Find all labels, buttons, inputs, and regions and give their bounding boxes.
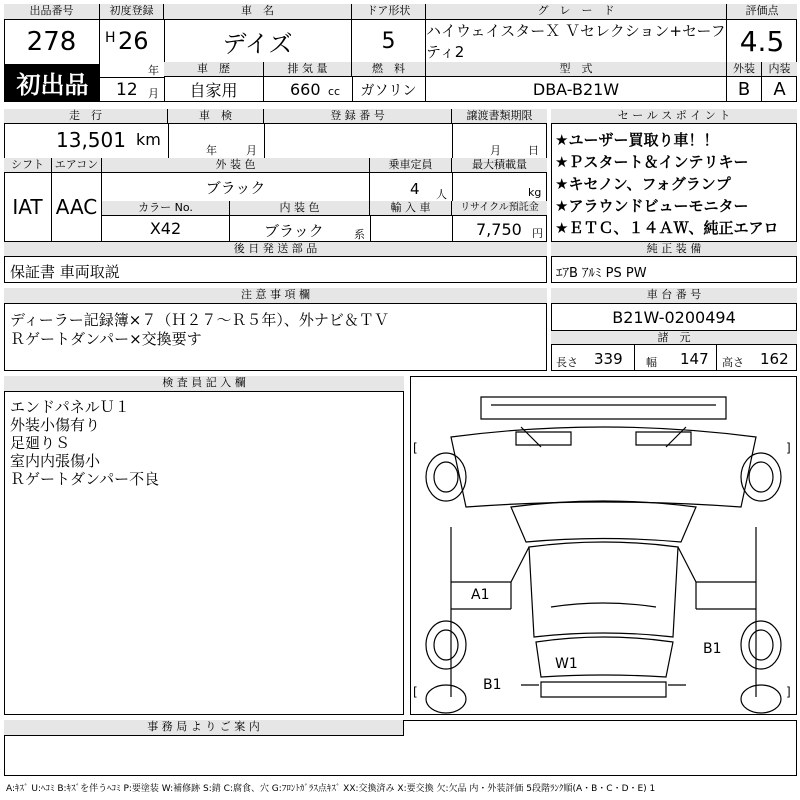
len-right	[634, 345, 635, 371]
later-value: 保証書 車両取説	[10, 263, 120, 281]
transfer-label: 譲渡書類期限	[452, 109, 547, 124]
wid-label: 幅	[646, 356, 657, 369]
car-outline	[411, 377, 796, 714]
km-right	[168, 124, 169, 158]
colorno-value: X42	[102, 216, 230, 241]
inspect-label: 車 検	[168, 109, 264, 124]
score-value: 4.5	[739, 24, 785, 58]
intcolor-value: ブラック	[264, 222, 324, 240]
inspector-line-4: 室内内張傷小	[10, 452, 101, 470]
equip-label: 純 正 装 備	[551, 241, 797, 257]
sales-label: セ ー ル ス ポ イ ン ト	[551, 109, 797, 124]
transfer-day-unit: 日	[528, 144, 539, 157]
color-label: 外 装 色	[102, 158, 370, 173]
hgt-value: 162	[760, 350, 789, 368]
inspector-line-1: エンドパネルＵ１	[10, 398, 130, 416]
intcolor-right	[370, 216, 371, 241]
int-value: A	[773, 79, 786, 100]
lot-number: 278	[4, 20, 100, 64]
inspector-line-5: Ｒゲートダンパー不良	[10, 470, 160, 488]
first-listing-badge: 初出品	[5, 64, 100, 101]
transfer-month-unit: 月	[490, 144, 501, 157]
sales-point-1: ★ユーザー買取り車！！	[555, 131, 719, 149]
color-value: ブラック	[102, 173, 370, 201]
fuel-label: 燃 料	[352, 62, 426, 77]
hgt-label: 高さ	[722, 356, 744, 369]
import-right	[452, 216, 453, 241]
history-label: 車 歴	[164, 62, 264, 77]
ac-label: エアコン	[52, 158, 102, 173]
ext-label: 外装	[727, 62, 762, 77]
len-value: 339	[594, 350, 623, 368]
door-label: ドア形状	[352, 4, 426, 20]
seats-label: 乗車定員	[370, 158, 452, 173]
plate-right	[452, 124, 453, 158]
score-label: 評価点	[727, 4, 797, 20]
inspect-right	[264, 124, 265, 158]
seats-right	[452, 173, 453, 201]
cc-label: 排 気 量	[264, 62, 352, 77]
reg-month-unit: 月	[148, 87, 159, 100]
sales-point-2: ★Ｐスタート＆インテリキー	[555, 153, 749, 171]
ext-value: B	[727, 77, 762, 102]
bracket-right-1: ]	[786, 441, 791, 455]
cc-value: 660	[290, 80, 321, 99]
door-value: 5	[352, 20, 426, 62]
notes-label: 注 意 事 項 欄	[4, 288, 547, 304]
mark-a1: A1	[471, 587, 490, 603]
recycle-label: リサイクル預託金	[452, 201, 547, 216]
lot-label: 出品番号	[4, 4, 100, 20]
import-label: 輸 入 車	[370, 201, 452, 216]
grade-label: グ レ ー ド	[426, 4, 727, 20]
reg-year-unit: 年	[148, 64, 159, 77]
inspect-year-unit: 年	[206, 144, 217, 157]
mark-b1-left: B1	[483, 677, 502, 693]
inspector-line-2: 外装小傷有り	[10, 416, 101, 434]
intcolor-unit: 系	[354, 228, 365, 241]
reg-year: 26	[118, 27, 149, 55]
recycle-value: 7,750	[476, 220, 522, 239]
shift-label: シフト	[4, 158, 52, 173]
sales-point-3: ★キセノン、フォグランプ	[555, 175, 731, 193]
cc-unit: cc	[328, 85, 341, 98]
legend: A:ｷｽﾞ U:ﾍｺﾐ B:ｷｽﾞを伴うﾍｺﾐ P:要塗装 W:補修跡 S:錆 C:腐食、穴 G:ﾌﾛﾝﾄｶﾞﾗｽ点ｷｽﾞ XX:交換済み X:要交換 欠:欠品 内・外装評価 5段階ﾗﾝｸ順(A・B・C・D・E) 1	[6, 784, 656, 794]
sales-point-5: ★ＥＴＣ、１４ＡＷ、純正エアロ	[555, 219, 779, 237]
model-value: DBA-B21W	[426, 77, 727, 102]
notes-line-2: Ｒゲートダンパー×交換要す	[10, 330, 202, 348]
reg-month-area	[100, 77, 164, 78]
name-label: 車 名	[164, 4, 352, 20]
office-label: 事 務 局 よ り ご 案 内	[4, 720, 404, 736]
wid-right	[716, 345, 717, 371]
bracket-left-1: [	[413, 441, 418, 455]
history-value: 自家用	[164, 77, 264, 102]
model-label: 型 式	[426, 62, 727, 77]
seats-unit: 人	[436, 188, 447, 201]
dims-label: 諸 元	[551, 330, 797, 345]
reg-month: 12	[116, 80, 138, 100]
chassis-label: 車 台 番 号	[551, 288, 797, 304]
intcolor-label: 内 装 色	[230, 201, 370, 216]
bracket-right-2: ]	[786, 685, 791, 699]
chassis-number: B21W-0200494	[612, 307, 736, 327]
int-label: 内装	[762, 62, 797, 77]
inspect-month-unit: 月	[246, 144, 257, 157]
reg-label: 初度登録	[100, 4, 164, 20]
km-label: 走 行	[4, 109, 168, 124]
colorno-label: カラー No.	[102, 201, 230, 216]
seats-value: 4	[410, 180, 420, 198]
notes-line-1: ディーラー記録簿×７（Ｈ２７～Ｒ５年）、外ナビ＆ＴＶ	[10, 311, 389, 329]
grade-value: ハイウェイスターＸ Ｖセレクション+セーフティ2	[426, 22, 726, 61]
fuel-value: ガソリン	[352, 77, 426, 102]
equip-value: ｴｱB ｱﾙﾐ PS PW	[556, 266, 647, 281]
km-unit: km	[136, 130, 161, 149]
wid-value: 147	[680, 350, 709, 368]
damage-diagram	[410, 376, 797, 715]
inspector-line-3: 足廻りＳ	[10, 434, 71, 452]
recycle-unit: 円	[532, 227, 543, 240]
reg-era: H	[105, 30, 116, 46]
later-label: 後 日 発 送 部 品	[4, 241, 547, 257]
inspector-label: 検 査 員 記 入 欄	[4, 376, 404, 392]
sales-point-4: ★アラウンドビューモニター	[555, 197, 749, 215]
mark-w1: W1	[555, 656, 578, 672]
ac-value: AAC	[52, 173, 102, 241]
shift-value: IAT	[4, 173, 52, 241]
km-value: 13,501	[56, 128, 126, 152]
load-label: 最大積載量	[452, 158, 547, 173]
len-label: 長さ	[556, 356, 578, 369]
car-name: デイズ	[164, 20, 352, 62]
bracket-left-2: [	[413, 685, 418, 699]
mark-b1-right: B1	[703, 641, 722, 657]
plate-label: 登 録 番 号	[264, 109, 452, 124]
load-unit: kg	[528, 186, 542, 199]
